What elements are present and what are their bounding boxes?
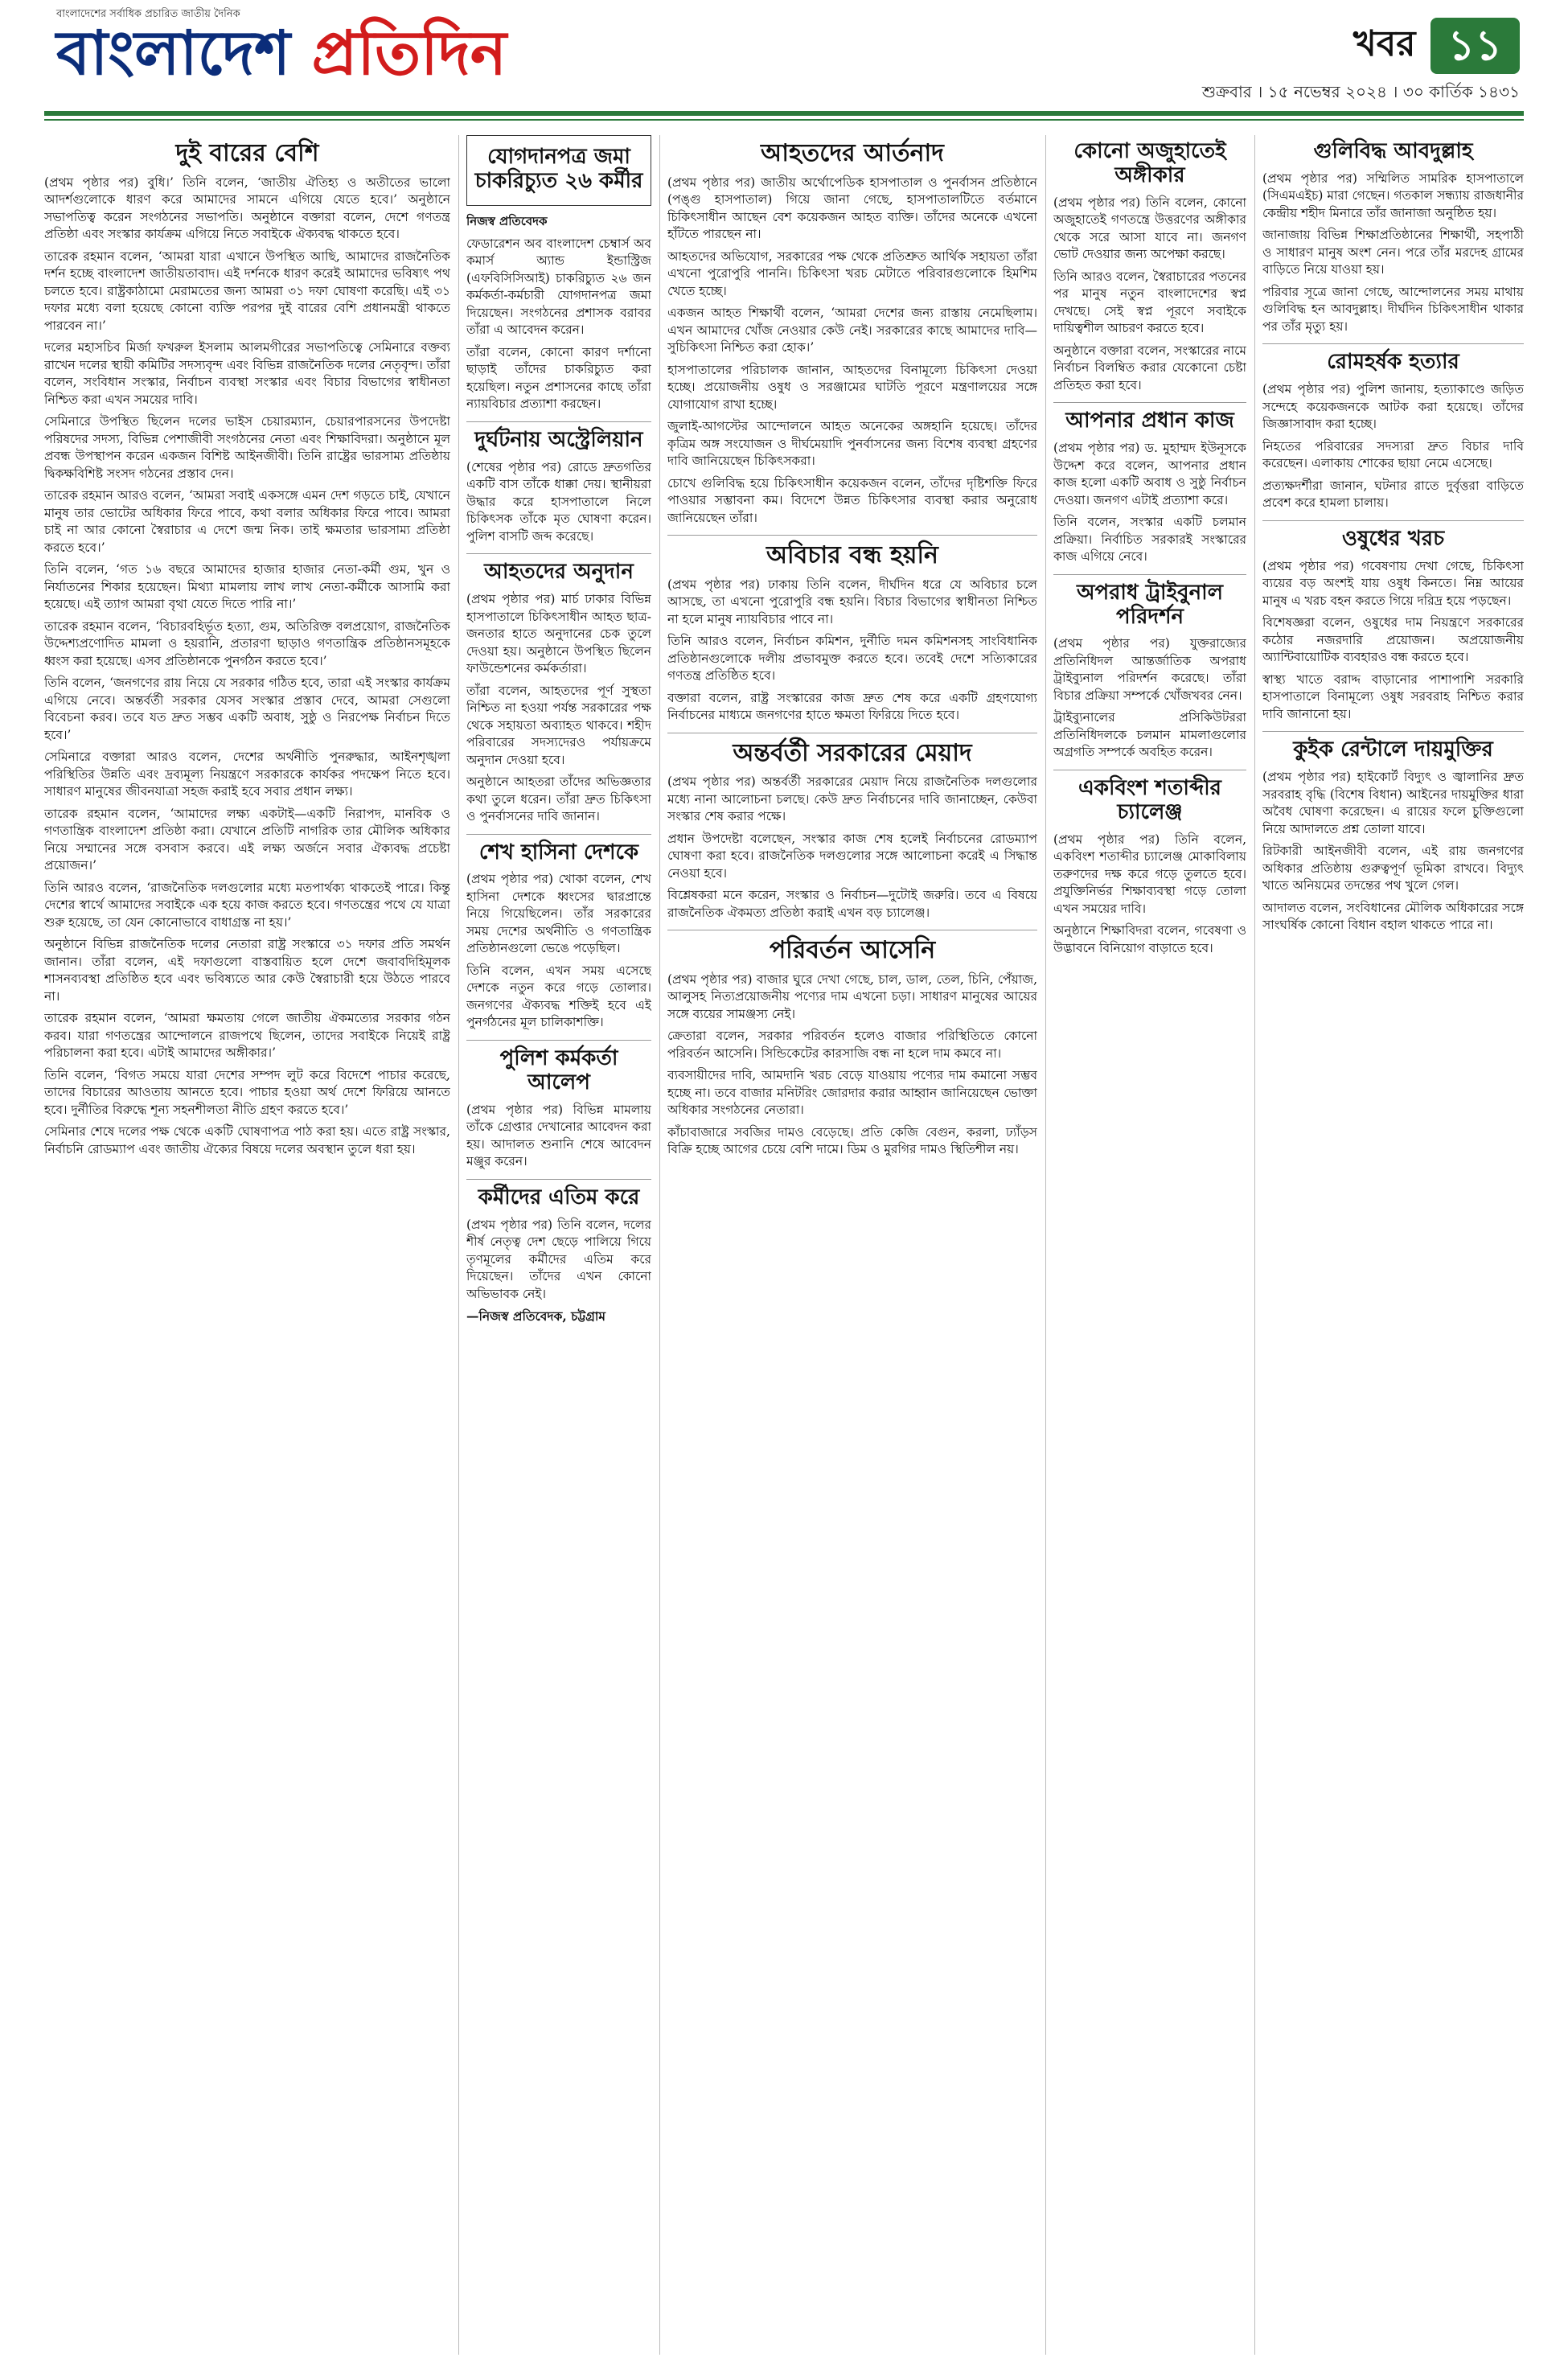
paragraph: তারেক রহমান আরও বলেন, ‘আমরা সবাই একসঙ্গে এমন দেশ গড়তে চাই, যেখানে মানুষ তার ভোটের অধিকার ফিরে পাবে, কথা বলার অধিকার ফিরে পাবে। আমরা চাই না আর কোনো স্বৈরাচার এ দেশে জন্ম নিক। তাই ক্ষমতার ভারসাম্য প্রতিষ্ঠা করতে হবে।’ [44,488,450,555]
headline-quick-rental[interactable]: কুইক রেন্টালে দায়মুক্তির [1293,737,1493,762]
boxed-story [466,135,651,206]
header-rule [44,111,1524,116]
headline-ekobingsho[interactable]: একবিংশ শতাব্দীর চ্যালেঞ্জ [1078,775,1221,824]
story-separator [1262,343,1524,344]
paragraph: দলের মহাসচিব মির্জা ফখরুল ইসলাম আলমগীরের সভাপতিত্বে সেমিনারে বক্তব্য রাখেন দলের স্থায়ী কমিটির সদস্যবৃন্দ এবং বিভিন্ন রাজনৈতিক দলের নেতৃবৃন্দ। তাঁরা বলেন, সংবিধান সংস্কার, নির্বাচন ব্যবস্থা সংস্কার এবং বিচার বিভাগের স্বাধীনতা নিশ্চিত করা এখন সময়ের দাবি। [44,340,450,407]
paragraph: সেমিনারে উপস্থিত ছিলেন দলের ভাইস চেয়ারম্যান, চেয়ারপারসনের উপদেষ্টা পরিষদের সদস্য, বিভিন্ন পেশাজীবী সংগঠনের নেতা এবং শিক্ষাবিদরা। অনুষ্ঠানে মূল প্রবন্ধ উপস্থাপন করেন একজন বিশিষ্ট আইনজীবী। তিনি রাষ্ট্রের ভারসাম্য প্রতিষ্ঠায় দ্বিকক্ষবিশিষ্ট সংসদ গঠনের প্রস্তাব দেন। [44,414,450,481]
paragraph: তারেক রহমান বলেন, ‘বিচারবহির্ভূত হত্যা, গুম, অতিরিক্ত বলপ্রয়োগ, রাজনৈতিক উদ্দেশ্যপ্রণোদিত মামলা ও হয়রানি, প্রতারণা ছাড়াও গণতান্ত্রিক প্রতিষ্ঠানসমূহকে ধ্বংস করা হয়েছে। এসব প্রতিষ্ঠানকে পুনর্গঠন করতে হবে।’ [44,618,450,668]
paragraph: অনুষ্ঠানে বক্তারা বলেন, সংস্কারের নামে নির্বাচন বিলম্বিত করার যেকোনো চেষ্টা প্রতিহত করা হবে। [1053,343,1246,392]
headline-antorborti[interactable]: অন্তর্বর্তী সরকারের মেয়াদ [733,738,972,767]
story-separator [1262,520,1524,521]
column-divider [1045,135,1046,2355]
paragraph: ট্রাইব্যুনালের প্রসিকিউটররা প্রতিনিধিদলকে চলমান মামলাগুলোর অগ্রগতি সম্পর্কে অবহিত করেন। [1053,710,1246,760]
section-indicator [1353,18,1520,74]
paragraph: (প্রথম পৃষ্ঠার পর) যুক্তরাজ্যের প্রতিনিধিদল আন্তর্জাতিক অপরাধ ট্রাইব্যুনাল পরিদর্শন করেছে। তাঁরা বিচার প্রক্রিয়া সম্পর্কে খোঁজখবর নেন। [1053,636,1246,703]
headline-jogdanpotro[interactable]: যোগদানপত্র জমা চাকরিচ্যুত ২৬ কর্মীর [474,145,643,193]
masthead [0,0,1568,121]
paragraph: (প্রথম পৃষ্ঠার পর) বিভিন্ন মামলায় তাঁকে গ্রেপ্তার দেখানোর আবেদন করা হয়। আদালত শুনানি শেষে আবেদন মঞ্জুর করেন। [466,1102,651,1169]
column-divider [659,135,660,2355]
paragraph: সেমিনারে বক্তারা আরও বলেন, দেশের অর্থনীতি পুনরুদ্ধার, আইনশৃঙ্খলা পরিস্থিতির উন্নতি এবং দ্রব্যমূল্য নিয়ন্ত্রণে সরকারকে কার্যকর পদক্ষেপ নিতে হবে। সাধারণ মানুষের জীবনযাত্রা সহজ করাই হবে সবার প্রধান লক্ষ্য। [44,750,450,799]
paragraph: পরিবার সূত্রে জানা গেছে, আন্দোলনের সময় মাথায় গুলিবিদ্ধ হন আবদুল্লাহ। দীর্ঘদিন চিকিৎসাধীন থাকার পর তাঁর মৃত্যু হয়। [1262,284,1524,334]
paragraph: বক্তারা বলেন, রাষ্ট্র সংস্কারের কাজ দ্রুত শেষ করে একটি গ্রহণযোগ্য নির্বাচনের মাধ্যমে জনগণের হাতে ক্ষমতা ফিরিয়ে দিতে হবে। [667,690,1037,722]
paragraph: ফেডারেশন অব বাংলাদেশ চেম্বার্স অব কমার্স অ্যান্ড ইন্ডাস্ট্রিজ (এফবিসিসিআই) চাকরিচ্যুত ২৬ জন কর্মকর্তা-কর্মচারী যোগদানপত্র জমা দিয়েছেন। সংগঠনের প্রশাসক বরাবর তাঁরা এ আবেদন করেন। [466,236,651,338]
paragraph: (প্রথম পৃষ্ঠার পর) তিনি বলেন, দলের শীর্ষ নেতৃত্ব দেশ ছেড়ে পালিয়ে গিয়ে তৃণমূলের কর্মীদের এতিম করে দিয়েছেন। তাঁদের এখন কোনো অভিভাবক নেই। [466,1217,651,1301]
headline-apnar-prodhan-kaj[interactable]: আপনার প্রধান কাজ [1065,409,1234,433]
paragraph: প্রধান উপদেষ্টা বলেছেন, সংস্কার কাজ শেষ হলেই নির্বাচনের রোডম্যাপ ঘোষণা করা হবে। রাজনৈতিক দলগুলোর সঙ্গে আলোচনা করেই এ সিদ্ধান্ত নেওয়া হবে। [667,831,1037,881]
headline-ahotoder-artonad[interactable]: আহতদের আর্তনাদ [761,139,944,167]
headline-poriborton[interactable]: পরিবর্তন আসেনি [769,936,936,964]
paragraph: কাঁচাবাজারে সবজির দামও বেড়েছে। প্রতি কেজি বেগুন, করলা, ঢ্যাঁড়স বিক্রি হচ্ছে আগের চেয়ে বেশি দামে। ডিম ও মুরগির দামও স্থিতিশীল নয়। [667,1124,1037,1156]
paragraph: (প্রথম পৃষ্ঠার পর) অন্তর্বর্তী সরকারের মেয়াদ নিয়ে রাজনৈতিক দলগুলোর মধ্যে নানা আলোচনা চলছে। কেউ দ্রুত নির্বাচনের দাবি জানাচ্ছেন, কেউবা সংস্কার শেষ করার পক্ষে। [667,774,1037,824]
paragraph: তিনি বলেন, সংস্কার একটি চলমান প্রক্রিয়া। নির্বাচিত সরকারই সংস্কারের কাজ এগিয়ে নেবে। [1053,515,1246,565]
paragraph: তারেক রহমান বলেন, ‘আমাদের লক্ষ্য একটাই—একটি নিরাপদ, মানবিক ও গণতান্ত্রিক বাংলাদেশ প্রতিষ্ঠা করা। যেখানে প্রতিটি নাগরিক তার মৌলিক অধিকার নিয়ে সম্মানের সঙ্গে বসবাস করবে। এই লক্ষ্য অর্জনে সবার ঐক্যবদ্ধ প্রচেষ্টা প্রয়োজন।’ [44,806,450,873]
paragraph: (প্রথম পৃষ্ঠার পর) হাইকোর্ট বিদ্যুৎ ও জ্বালানির দ্রুত সরবরাহ বৃদ্ধি (বিশেষ বিধান) আইনের দায়মুক্তির ধারা অবৈধ ঘোষণা করেছেন। এ রায়ের ফলে চুক্তিগুলো নিয়ে আদালতে প্রশ্ন তোলা যাবে। [1262,770,1524,836]
paragraph: অনুষ্ঠানে আহতরা তাঁদের অভিজ্ঞতার কথা তুলে ধরেন। তাঁরা দ্রুত চিকিৎসা ও পুনর্বাসনের দাবি জানান। [466,774,651,824]
paragraph: তিনি আরও বলেন, স্বৈরাচারের পতনের পর মানুষ নতুন বাংলাদেশের স্বপ্ন দেখছে। সেই স্বপ্ন পূরণে সবাইকে দায়িত্বশীল আচরণ করতে হবে। [1053,269,1246,336]
paragraph: একজন আহত শিক্ষার্থী বলেন, ‘আমরা দেশের জন্য রাস্তায় নেমেছিলাম। এখন আমাদের খোঁজ নেওয়ার কেউ নেই। সরকারের কাছে আমাদের দাবি—সুচিকিৎসা নিশ্চিত করা হোক।’ [667,306,1037,355]
paragraph: তাঁরা বলেন, আহতদের পূর্ণ সুস্থতা নিশ্চিত না হওয়া পর্যন্ত সরকারের পক্ষ থেকে সহায়তা অব্যাহত থাকবে। শহীদ পরিবারের সদস্যদেরও পর্যায়ক্রমে অনুদান দেওয়া হবে। [466,683,651,767]
paragraph: প্রত্যক্ষদর্শীরা জানান, ঘটনার রাতে দুর্বৃত্তরা বাড়িতে প্রবেশ করে হামলা চালায়। [1262,478,1524,511]
byline-footer: —নিজস্ব প্রতিবেদক, চট্টগ্রাম [466,1308,606,1325]
paragraph: (প্রথম পৃষ্ঠার পর) পুলিশ জানায়, হত্যাকাণ্ডে জড়িত সন্দেহে কয়েকজনকে আটক করা হয়েছে। তাঁদের জিজ্ঞাসাবাদ করা হচ্ছে। [1262,382,1524,432]
headline-oporadh-tribunal[interactable]: অপরাধ ট্রাইবুনাল পরিদর্শন [1076,580,1224,629]
story-separator [667,535,1037,536]
story-separator [466,421,651,422]
paragraph: (প্রথম পৃষ্ঠার পর) বাজার ঘুরে দেখা গেছে, চাল, ডাল, তেল, চিনি, পেঁয়াজ, আলুসহ নিত্যপ্রয়োজনীয় পণ্যের দাম এখনো চড়া। সাধারণ মানুষের আয়ের সঙ্গে ব্যয়ের সামঞ্জস্য নেই। [667,971,1037,1021]
byline: নিজস্ব প্রতিবেদক [466,213,548,228]
column-3 [667,135,1037,2355]
paragraph: (প্রথম পৃষ্ঠার পর) মার্চ ঢাকার বিভিন্ন হাসপাতালে চিকিৎসাধীন আহত ছাত্র-জনতার হাতে অনুদানের চেক তুলে দেওয়া হয়। অনুষ্ঠানে উপস্থিত ছিলেন ফাউন্ডেশনের কর্মকর্তারা। [466,592,651,676]
paragraph: অনুষ্ঠানে বিভিন্ন রাজনৈতিক দলের নেতারা রাষ্ট্র সংস্কারে ৩১ দফার প্রতি সমর্থন জানান। তাঁরা বলেন, এই দফাগুলো বাস্তবায়িত হলে দেশে জবাবদিহিমূলক শাসনব্যবস্থা প্রতিষ্ঠিত হবে এবং ভবিষ্যতে আর কেউ স্বৈরাচারী হয়ে উঠতে পারবে না। [44,937,450,1004]
paragraph: বিশেষজ্ঞরা বলেন, ওষুধের দাম নিয়ন্ত্রণে সরকারের কঠোর নজরদারি প্রয়োজন। অপ্রয়োজনীয় অ্যান্টিবায়োটিক ব্যবহারও বন্ধ করতে হবে। [1262,615,1524,665]
paragraph: তিনি আরও বলেন, ‘রাজনৈতিক দলগুলোর মধ্যে মতপার্থক্য থাকতেই পারে। কিন্তু দেশের স্বার্থে আমাদের সবাইকে এক হয়ে কাজ করতে হবে। গণতন্ত্রের পথে যে যাত্রা শুরু হয়েছে, তা যেন কোনোভাবে বাধাগ্রস্ত না হয়।’ [44,880,450,930]
headline-sheikh-hasina[interactable]: শেখ হাসিনা দেশকে [478,840,639,865]
paragraph: বিশ্লেষকরা মনে করেন, সংস্কার ও নির্বাচন—দুটোই জরুরি। তবে এ বিষয়ে রাজনৈতিক ঐকমত্য প্রতিষ্ঠা করাই এখন বড় চ্যালেঞ্জ। [667,888,1037,920]
headline-kono-ojuhatei[interactable]: কোনো অজুহাতেই অঙ্গীকার [1073,139,1226,187]
paragraph: তারেক রহমান বলেন, ‘আমরা ক্ষমতায় গেলে জাতীয় ঐকমত্যের সরকার গঠন করব। যারা গণতন্ত্রের আন্দোলনে রাজপথে ছিলেন, তাদের সবাইকে নিয়েই রাষ্ট্র পরিচালনা করা হবে। এটাই আমাদের অঙ্গীকার।’ [44,1011,450,1060]
logo-part-2: প্রতিদিন [311,17,507,88]
newspaper-logo[interactable] [56,17,507,88]
paragraph: (প্রথম পৃষ্ঠার পর) সম্মিলিত সামরিক হাসপাতালে (সিএমএইচ) মারা গেছেন। গতকাল সন্ধ্যায় রাজধানীর কেন্দ্রীয় শহীদ মিনারে তাঁর জানাজা অনুষ্ঠিত হয়। [1262,170,1524,220]
paragraph: (প্রথম পৃষ্ঠার পর) ঢাকায় তিনি বলেন, দীর্ঘদিন ধরে যে অবিচার চলে আসছে, তা এখনো পুরোপুরি বন্ধ হয়নি। বিচার বিভাগের স্বাধীনতা নিশ্চিত না হলে মানুষ ন্যায়বিচার পাবে না। [667,577,1037,626]
paragraph: তিনি বলেন, ‘গত ১৬ বছরে আমাদের হাজার হাজার নেতা-কর্মী গুম, খুন ও নির্যাতনের শিকার হয়েছেন। মিথ্যা মামলায় লাখ লাখ নেতা-কর্মীকে আসামি করা হয়েছে। এই ত্যাগ আমরা বৃথা যেতে দিতে পারি না।’ [44,562,450,611]
story-separator [1053,402,1246,403]
paragraph: আহতদের অভিযোগ, সরকারের পক্ষ থেকে প্রতিশ্রুত আর্থিক সহায়তা তাঁরা এখনো পুরোপুরি পাননি। চিকিৎসা খরচ মেটাতে পরিবারগুলোকে হিমশিম খেতে হচ্ছে। [667,248,1037,298]
paragraph: (প্রথম পৃষ্ঠার পর) খোকা বলেন, শেখ হাসিনা দেশকে ধ্বংসের দ্বারপ্রান্তে নিয়ে গিয়েছিলেন। তাঁর সরকারের সময় দেশের অর্থনীতি ও গণতান্ত্রিক প্রতিষ্ঠানগুলো ভেঙে পড়েছিল। [466,872,651,956]
paragraph: স্বাস্থ্য খাতে বরাদ্দ বাড়ানোর পাশাপাশি সরকারি হাসপাতালে বিনামূল্যে ওষুধ সরবরাহ নিশ্চিত করার দাবি জানানো হয়। [1262,672,1524,721]
story-separator [466,1040,651,1041]
headline-romhorshok[interactable]: রোমহর্ষক হত্যার [1327,350,1459,375]
column-4 [1053,135,1246,2355]
story-separator [1262,731,1524,732]
paragraph: (প্রথম পৃষ্ঠার পর) তিনি বলেন, কোনো অজুহাতেই গণতন্ত্রে উত্তরণের অঙ্গীকার থেকে সরে আসা যাবে না। জনগণ ভোট দেওয়ার জন্য অপেক্ষা করছে। [1053,195,1246,262]
column-1 [44,135,450,2355]
section-name: খবর [1353,23,1416,64]
story-separator [466,1179,651,1180]
paragraph: তিনি বলেন, এখন সময় এসেছে দেশকে নতুন করে গড়ে তোলার। জনগণের ঐক্যবদ্ধ শক্তিই হবে এই পুনর্গঠনের মূল চালিকাশক্তি। [466,963,651,1030]
article-body-1 [44,175,450,1159]
paragraph: তিনি আরও বলেন, নির্বাচন কমিশন, দুর্নীতি দমন কমিশনসহ সাংবিধানিক প্রতিষ্ঠানগুলোকে দলীয় প্রভাবমুক্ত করতে হবে। তবেই দেশে সত্যিকারের গণতন্ত্র প্রতিষ্ঠিত হবে। [667,634,1037,683]
logo-part-1: বাংলাদেশ [56,17,312,88]
masthead-tagline: বাংলাদেশের সর্বাধিক প্রচারিত জাতীয় দৈনিক [56,8,240,20]
paragraph: (প্রথম পৃষ্ঠার পর) তিনি বলেন, একবিংশ শতাব্দীর চ্যালেঞ্জ মোকাবিলায় তরুণদের দক্ষ করে গড়ে তুলতে হবে। প্রযুক্তিনির্ভর শিক্ষাব্যবস্থা গড়ে তোলা এখন সময়ের দাবি। [1053,832,1246,916]
header-rule-thin [44,119,1524,121]
headline-kormider-etim[interactable]: কর্মীদের এতিম করে [478,1185,640,1210]
paragraph: আদালত বলেন, সংবিধানের মৌলিক অধিকারের সঙ্গে সাংঘর্ষিক কোনো বিধান বহাল থাকতে পারে না। [1262,900,1524,933]
paragraph: রিটকারী আইনজীবী বলেন, এই রায় জনগণের অধিকার প্রতিষ্ঠায় গুরুত্বপূর্ণ ভূমিকা রাখবে। বিদ্যুৎ খাতে অনিয়মের তদন্তের পথ খুলে গেল। [1262,844,1524,893]
paragraph: ক্রেতারা বলেন, সরকার পরিবর্তন হলেও বাজার পরিস্থিতিতে কোনো পরিবর্তন আসেনি। সিন্ডিকেটের কারসাজি বন্ধ না হলে দাম কমবে না। [667,1029,1037,1061]
paragraph: তিনি বলেন, ‘জনগণের রায় নিয়ে যে সরকার গঠিত হবে, তারা এই সংস্কার কার্যক্রম এগিয়ে নেবে। অন্তর্বর্তী সরকার যেসব সংস্কার প্রস্তাব দেবে, আমরা সেগুলো বিবেচনা করব। তবে যত দ্রুত সম্ভব একটি অবাধ, সুষ্ঠু ও নিরপেক্ষ নির্বাচন দিতে হবে।’ [44,676,450,742]
headline-obichar[interactable]: অবিচার বন্ধ হয়নি [766,541,938,569]
paragraph: (প্রথম পৃষ্ঠার পর) ড. মুহাম্মদ ইউনূসকে উদ্দেশ করে বলেন, আপনার প্রধান কাজ হলো একটি অবাধ ও সুষ্ঠু নির্বাচন দেওয়া। জনগণ এটাই প্রত্যাশা করে। [1053,441,1246,507]
column-divider [1254,135,1255,2355]
headline-oshudher-khoroch[interactable]: ওষুধের খরচ [1341,526,1445,551]
paragraph: তারেক রহমান বলেন, ‘আমরা যারা এখানে উপস্থিত আছি, আমাদের রাজনৈতিক দর্শন হচ্ছে বাংলাদেশ জাতীয়তাবাদ। এই দর্শনকে ধারণ করেই আমাদের ভবিষ্যৎ পথ চলতে হবে। রাষ্ট্রকাঠামো মেরামতের জন্য আমরা ৩১ দফা ঘোষণা করেছি। এই ৩১ দফার মধ্যে বলা হয়েছে কোনো ব্যক্তি পরপর দুই বারের বেশি প্রধানমন্ত্রী থাকতে পারবেন না।’ [44,248,450,333]
story-separator [466,834,651,835]
headline-police-alep[interactable]: পুলিশ কর্মকর্তা আলেপ [499,1045,618,1095]
headline-dui-barer-beshi[interactable]: দুই বারের বেশি [175,139,319,167]
paragraph: তিনি বলেন, ‘বিগত সময়ে যারা দেশের সম্পদ লুট করে বিদেশে পাচার করেছে, তাদের বিচারের আওতায় আনতে হবে। পাচার হওয়া অর্থ দেশে ফিরিয়ে আনতে হবে। দুর্নীতির বিরুদ্ধে শূন্য সহনশীলতা নীতি গ্রহণ করতে হবে।’ [44,1067,450,1117]
headline-gulibiddho[interactable]: গুলিবিদ্ধ আবদুল্লাহ [1313,139,1473,163]
paragraph: সেমিনার শেষে দলের পক্ষ থেকে একটি ঘোষণাপত্র পাঠ করা হয়। এতে রাষ্ট্র সংস্কার, নির্বাচনি রোডম্যাপ এবং জাতীয় ঐক্যের বিষয়ে দলের অবস্থান তুলে ধরা হয়। [44,1124,450,1156]
paragraph: (প্রথম পৃষ্ঠার পর) বুধি।’ তিনি বলেন, ‘জাতীয় ঐতিহ্য ও অতীতের ভালো আদর্শগুলোকে ধারণ করে আমাদের সামনে এগিয়ে যেতে হবে।’ অনুষ্ঠানে সভাপতিত্ব করেন সংগঠনের সভাপতি। অনুষ্ঠানে বক্তারা বলেন, দেশে গণতন্ত্র প্রতিষ্ঠা এবং সংস্কার কার্যক্রম এগিয়ে নিতে সবাইকে ঐক্যবদ্ধ থাকতে হবে। [44,175,450,241]
page-number: ১১ [1430,18,1521,74]
paragraph: নিহতের পরিবারের সদস্যরা দ্রুত বিচার দাবি করেছেন। এলাকায় শোকের ছায়া নেমে এসেছে। [1262,438,1524,471]
headline-durghatonay[interactable]: দুর্ঘটনায় অস্ট্রেলিয়ান [474,427,643,452]
paragraph: অনুষ্ঠানে শিক্ষাবিদরা বলেন, গবেষণা ও উদ্ভাবনে বিনিয়োগ বাড়াতে হবে। [1053,923,1246,955]
paragraph: (প্রথম পৃষ্ঠার পর) জাতীয় অর্থোপেডিক হাসপাতাল ও পুনর্বাসন প্রতিষ্ঠানে (পঙ্গু হাসপাতাল) গিয়ে জানা গেছে, হাসপাতালটিতে বর্তমানে চিকিৎসাধীন আছেন বেশ কয়েকজন আহত ব্যক্তি। তাঁদের অনেকে এখনো হাঁটতে পারছেন না। [667,175,1037,241]
paragraph: তাঁরা বলেন, কোনো কারণ দর্শানো ছাড়াই তাঁদের চাকরিচ্যুত করা হয়েছিল। নতুন প্রশাসনের কাছে তাঁরা ন্যায়বিচার প্রত্যাশা করছেন। [466,344,651,412]
paragraph: ব্যবসায়ীদের দাবি, আমদানি খরচ বেড়ে যাওয়ায় পণ্যের দাম কমানো সম্ভব হচ্ছে না। তবে বাজার মনিটরিং জোরদার করার আহ্বান জানিয়েছেন ভোক্তা অধিকার সংগঠনের নেতারা। [667,1068,1037,1117]
column-divider [458,135,459,2355]
paragraph: (শেষের পৃষ্ঠার পর) রোডে দ্রুতগতির একটি বাস তাঁকে ধাক্কা দেয়। স্থানীয়রা উদ্ধার করে হাসপাতালে নিলে চিকিৎসক তাঁকে মৃত ঘোষণা করেন। পুলিশ বাসটি জব্দ করেছে। [466,459,651,544]
column-2 [466,135,651,2355]
article-columns [44,135,1524,2355]
paragraph: জানাজায় বিভিন্ন শিক্ষাপ্রতিষ্ঠানের শিক্ষার্থী, সহপাঠী ও সাধারণ মানুষ অংশ নেন। পরে তাঁর মরদেহ গ্রামের বাড়িতে নিয়ে যাওয়া হয়। [1262,228,1524,277]
headline-ahotoder-onudan[interactable]: আহতদের অনুদান [484,560,634,585]
paragraph: চোখে গুলিবিদ্ধ হয়ে চিকিৎসাধীন কয়েকজন বলেন, তাঁদের দৃষ্টিশক্তি ফিরে পাওয়ার সম্ভাবনা কম। বিদেশে উন্নত চিকিৎসার ব্যবস্থা করার অনুরোধ জানিয়েছেন তাঁরা। [667,475,1037,525]
story-separator [1053,574,1246,575]
paragraph: হাসপাতালের পরিচালক জানান, আহতদের বিনামূল্যে চিকিৎসা দেওয়া হচ্ছে। প্রয়োজনীয় ওষুধ ও সরঞ্জামের ঘাটতি পূরণে মন্ত্রণালয়ের সঙ্গে যোগাযোগ রাখা হচ্ছে। [667,362,1037,412]
column-5 [1262,135,1524,2355]
dateline: শুক্রবার । ১৫ নভেম্বর ২০২৪ । ৩০ কার্তিক ১৪৩১ [1201,82,1520,101]
story-separator [466,553,651,554]
paragraph: জুলাই-আগস্টের আন্দোলনে আহত অনেকের অঙ্গহানি হয়েছে। তাঁদের কৃত্রিম অঙ্গ সংযোজন ও দীর্ঘমেয়াদি পুনর্বাসনের জন্য বিশেষ ব্যবস্থা গ্রহণের দাবি জানিয়েছেন চিকিৎসকরা। [667,419,1037,468]
paragraph: (প্রথম পৃষ্ঠার পর) গবেষণায় দেখা গেছে, চিকিৎসা ব্যয়ের বড় অংশই যায় ওষুধ কিনতে। নিম্ন আয়ের মানুষ এ খরচ বহন করতে গিয়ে দরিদ্র হয়ে পড়ছেন। [1262,558,1524,608]
